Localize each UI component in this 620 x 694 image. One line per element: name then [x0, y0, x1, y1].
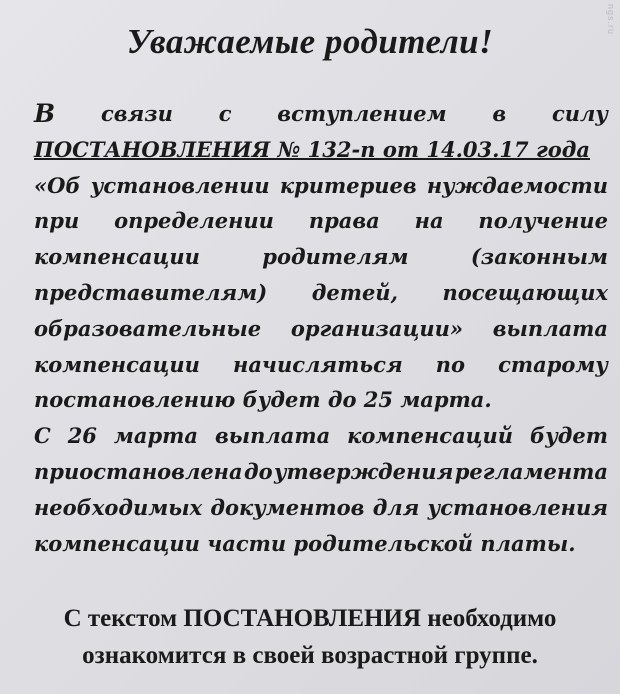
- body-line-12: [34, 490, 608, 526]
- body-word: родителям: [262, 244, 409, 270]
- footer-line-2: ознакомится в своей возрастной группе.: [82, 642, 538, 669]
- body-word: установления: [427, 494, 608, 520]
- body-word: по: [435, 351, 466, 377]
- body-line-7: [34, 311, 608, 347]
- body-word: при: [34, 208, 80, 234]
- body-word: образовательные: [34, 315, 262, 341]
- body-word: С: [34, 423, 51, 449]
- body-word: начисляться: [233, 351, 403, 377]
- body-line-6: [34, 275, 608, 311]
- body-word: выплата: [214, 423, 331, 449]
- resolution-reference: ПОСТАНОВЛЕНИЯ № 132-п от 14.03.17 года: [34, 136, 590, 162]
- body-word: силу: [551, 101, 608, 126]
- body-word: компенсации: [34, 351, 200, 377]
- body-word: посещающих: [442, 279, 608, 305]
- body-line-9: постановлению будет до 25 марта.: [34, 387, 492, 413]
- body-line-3: [34, 168, 608, 204]
- body-word: выплата: [492, 315, 608, 341]
- body-line-5: [34, 239, 608, 275]
- body-word: в: [492, 101, 507, 126]
- body-word: «Об: [34, 172, 81, 198]
- notice-footer: [0, 600, 620, 674]
- body-word: утверждения: [274, 458, 454, 484]
- body-word: приостановлена: [34, 458, 243, 484]
- body-word: определении: [114, 208, 274, 234]
- body-word: представителям): [34, 279, 268, 305]
- body-word: на: [414, 208, 444, 234]
- notice-title: Уважаемые родители!: [126, 22, 494, 61]
- body-word: установлении: [90, 172, 270, 198]
- body-line-13: компенсации части родительской платы.: [34, 530, 576, 556]
- body-word: В: [34, 99, 56, 128]
- body-word: для: [372, 494, 420, 520]
- body-line-8: [34, 347, 608, 383]
- body-word: вступлением: [277, 101, 447, 126]
- footer-line-1: С текстом ПОСТАНОВЛЕНИЯ необходимо: [63, 605, 557, 632]
- body-word: документов: [210, 494, 365, 520]
- body-word: регламента: [454, 458, 608, 484]
- body-word: компенсации: [34, 244, 200, 270]
- body-word: получение: [478, 208, 608, 234]
- body-word: будет: [530, 423, 608, 449]
- body-word: нуждаемости: [426, 172, 608, 198]
- body-word: 26: [67, 423, 97, 449]
- body-line-11: [34, 454, 608, 490]
- body-word: (законным: [470, 244, 608, 270]
- body-word: необходимых: [34, 494, 203, 520]
- body-word: права: [308, 208, 380, 234]
- body-word: компенсаций: [347, 423, 514, 449]
- body-line-2: [34, 132, 608, 168]
- body-line-4: [34, 203, 608, 239]
- body-word: до: [244, 458, 273, 484]
- body-word: с: [218, 101, 232, 126]
- body-word: критериев: [279, 172, 417, 198]
- body-line-1: [34, 96, 608, 132]
- body-line-10: [34, 418, 608, 454]
- watermark: ngs.ru: [606, 4, 616, 36]
- body-word: детей,: [311, 279, 398, 305]
- notice-body: [34, 96, 608, 561]
- body-word: марта: [113, 423, 198, 449]
- body-word: старому: [498, 351, 608, 377]
- body-word: связи: [100, 101, 173, 126]
- body-word: организации»: [290, 315, 464, 341]
